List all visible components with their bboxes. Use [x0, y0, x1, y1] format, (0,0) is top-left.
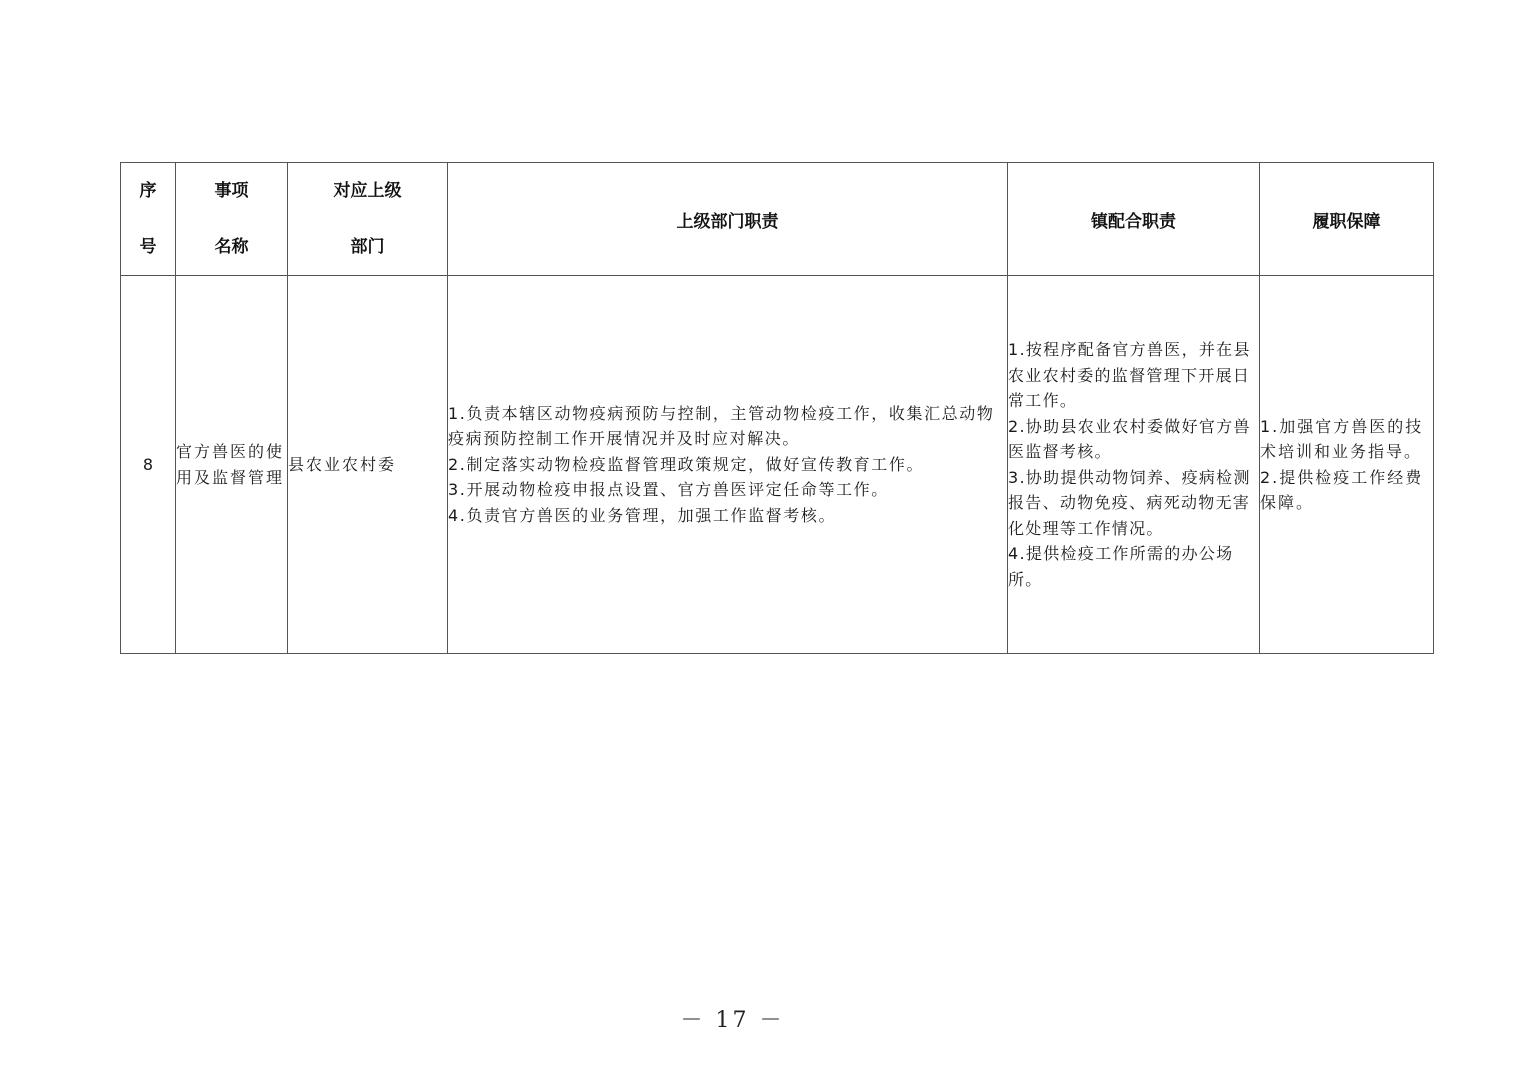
- list-item: 2.制定落实动物检疫监督管理政策规定，做好宣传教育工作。: [448, 454, 925, 474]
- header-item-name: 事项 名称: [176, 163, 288, 276]
- list-item: 3.开展动物检疫申报点设置、官方兽医评定任命等工作。: [448, 480, 889, 500]
- list-item: 2.提供检疫工作经费保障。: [1260, 467, 1424, 512]
- cell-duty-support: [1260, 276, 1434, 654]
- duty-table: [120, 162, 1434, 654]
- list-item: 2.协助县农业农村委做好官方兽医监督考核。: [1008, 416, 1251, 461]
- cell-superior-department: 县农业农村委: [288, 276, 448, 654]
- list-item: 4.负责官方兽医的业务管理，加强工作监督考核。: [448, 505, 837, 525]
- list-item: 4.提供检疫工作所需的办公场所。: [1008, 544, 1234, 589]
- header-duty-support: 履职保障: [1260, 163, 1434, 276]
- header-town-duties: 镇配合职责: [1008, 163, 1260, 276]
- cell-serial-number: 8: [121, 276, 176, 654]
- cell-superior-duties: [448, 276, 1008, 654]
- header-serial-number: 序 号: [121, 163, 176, 276]
- list-item: 1.负责本辖区动物疫病预防与控制，主管动物检疫工作，收集汇总动物疫病预防控制工作开展情况并及时应对解决。: [448, 403, 995, 449]
- list-item: 3.协助提供动物饲养、疫病检测报告、动物免疫、病死动物无害化处理等工作情况。: [1008, 467, 1251, 538]
- header-superior-department: 对应上级 部门: [288, 163, 448, 276]
- list-item: 1.加强官方兽医的技术培训和业务指导。: [1260, 416, 1424, 461]
- page-number: － 17 －: [680, 1008, 785, 1033]
- list-item: 1.按程序配备官方兽医，并在县农业农村委的监督管理下开展日常工作。: [1008, 340, 1251, 410]
- cell-town-duties: [1008, 276, 1260, 654]
- table-row: [121, 276, 1434, 654]
- table-header-row: [121, 163, 1434, 276]
- cell-item-name: 官方兽医的使用及监督管理: [176, 276, 288, 654]
- header-superior-duties: 上级部门职责: [448, 163, 1008, 276]
